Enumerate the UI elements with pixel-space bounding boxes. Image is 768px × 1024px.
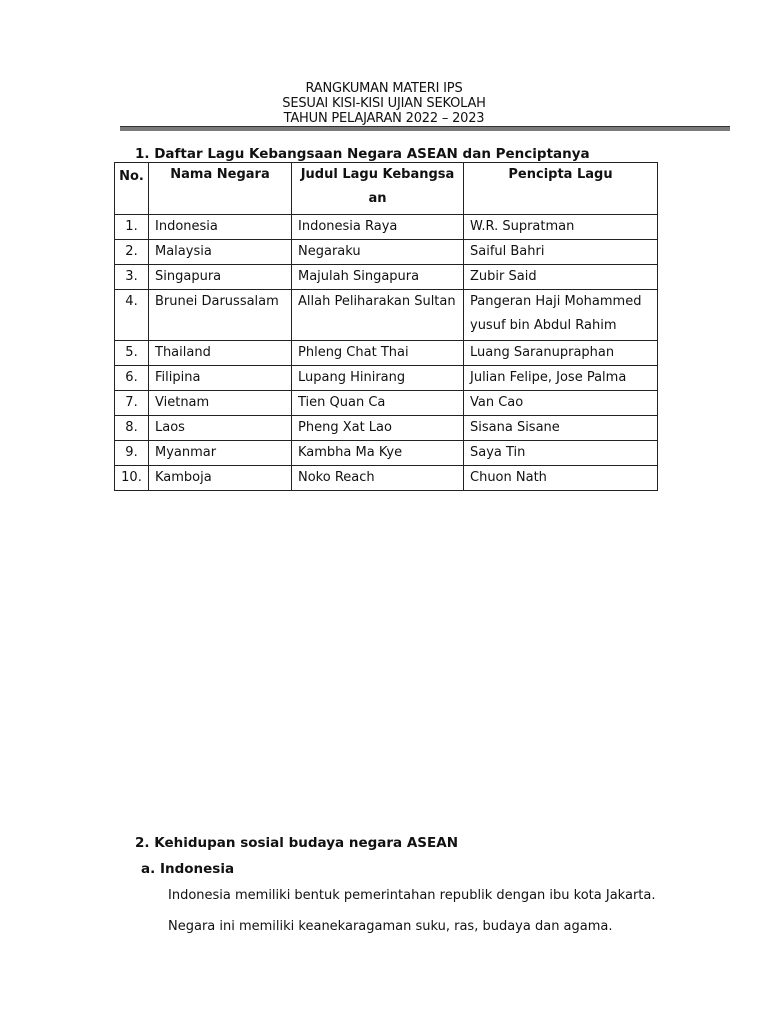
table-header-row — [115, 163, 658, 215]
header-divider — [120, 126, 730, 131]
cell-composer: Van Cao — [464, 391, 658, 416]
cell-anthem: Kambha Ma Kye — [292, 441, 464, 466]
cell-no: 8. — [115, 416, 149, 441]
subsection-a-title: a. Indonesia — [141, 861, 235, 877]
table-row — [115, 416, 658, 441]
header-line-3: TAHUN PELAJARAN 2022 – 2023 — [283, 111, 485, 126]
cell-country: Singapura — [149, 265, 292, 290]
cell-anthem: Negaraku — [292, 240, 464, 265]
cell-no: 3. — [115, 265, 149, 290]
table-row — [115, 366, 658, 391]
cell-no: 2. — [115, 240, 149, 265]
cell-composer: Julian Felipe, Jose Palma — [464, 366, 658, 391]
cell-anthem: Indonesia Raya — [292, 215, 464, 240]
cell-country: Kamboja — [149, 466, 292, 491]
anthem-table — [114, 162, 658, 491]
cell-anthem: Tien Quan Ca — [292, 391, 464, 416]
cell-anthem: Phleng Chat Thai — [292, 341, 464, 366]
cell-anthem: Lupang Hinirang — [292, 366, 464, 391]
cell-composer: Saiful Bahri — [464, 240, 658, 265]
cell-composer: Sisana Sisane — [464, 416, 658, 441]
cell-country: Filipina — [149, 366, 292, 391]
cell-no: 9. — [115, 441, 149, 466]
cell-composer: W.R. Supratman — [464, 215, 658, 240]
cell-composer: Saya Tin — [464, 441, 658, 466]
cell-composer: Luang Saranupraphan — [464, 341, 658, 366]
cell-country: Vietnam — [149, 391, 292, 416]
cell-anthem: Noko Reach — [292, 466, 464, 491]
subsection-a-paragraph: Indonesia memiliki bentuk pemerintahan republik dengan ibu kota Jakarta. Negara ini memiliki keanekaragaman suku, ras, budaya dan agama. — [168, 888, 656, 934]
table-row — [115, 240, 658, 265]
table-row — [115, 290, 658, 341]
table-row — [115, 391, 658, 416]
header-line-1: RANGKUMAN MATERI IPS — [305, 81, 463, 96]
column-header-anthem: Judul Lagu Kebangsaan — [292, 163, 464, 215]
cell-no: 6. — [115, 366, 149, 391]
cell-no: 10. — [115, 466, 149, 491]
cell-no: 4. — [115, 290, 149, 341]
cell-country: Malaysia — [149, 240, 292, 265]
section-1-title: 1. Daftar Lagu Kebangsaan Negara ASEAN dan Penciptanya — [135, 146, 590, 162]
cell-anthem: Allah Peliharakan Sultan — [292, 290, 464, 341]
section-2-title: 2. Kehidupan sosial budaya negara ASEAN — [135, 835, 458, 851]
column-header-no: No. — [115, 163, 149, 215]
cell-anthem: Majulah Singapura — [292, 265, 464, 290]
cell-no: 5. — [115, 341, 149, 366]
header-line-2: SESUAI KISI-KISI UJIAN SEKOLAH — [282, 96, 486, 111]
cell-composer: Chuon Nath — [464, 466, 658, 491]
table-row — [115, 466, 658, 491]
cell-no: 7. — [115, 391, 149, 416]
cell-country: Myanmar — [149, 441, 292, 466]
table-row — [115, 265, 658, 290]
cell-country: Brunei Darussalam — [149, 290, 292, 341]
cell-country: Laos — [149, 416, 292, 441]
cell-no: 1. — [115, 215, 149, 240]
table-row — [115, 341, 658, 366]
column-header-composer: Pencipta Lagu — [464, 163, 658, 215]
table-row — [115, 215, 658, 240]
cell-country: Indonesia — [149, 215, 292, 240]
cell-anthem: Pheng Xat Lao — [292, 416, 464, 441]
cell-composer: Pangeran Haji Mohammed yusuf bin Abdul Rahim — [464, 290, 658, 341]
cell-country: Thailand — [149, 341, 292, 366]
table-body — [115, 215, 658, 491]
document-header — [0, 81, 768, 126]
table-row — [115, 441, 658, 466]
column-header-country: Nama Negara — [149, 163, 292, 215]
cell-composer: Zubir Said — [464, 265, 658, 290]
